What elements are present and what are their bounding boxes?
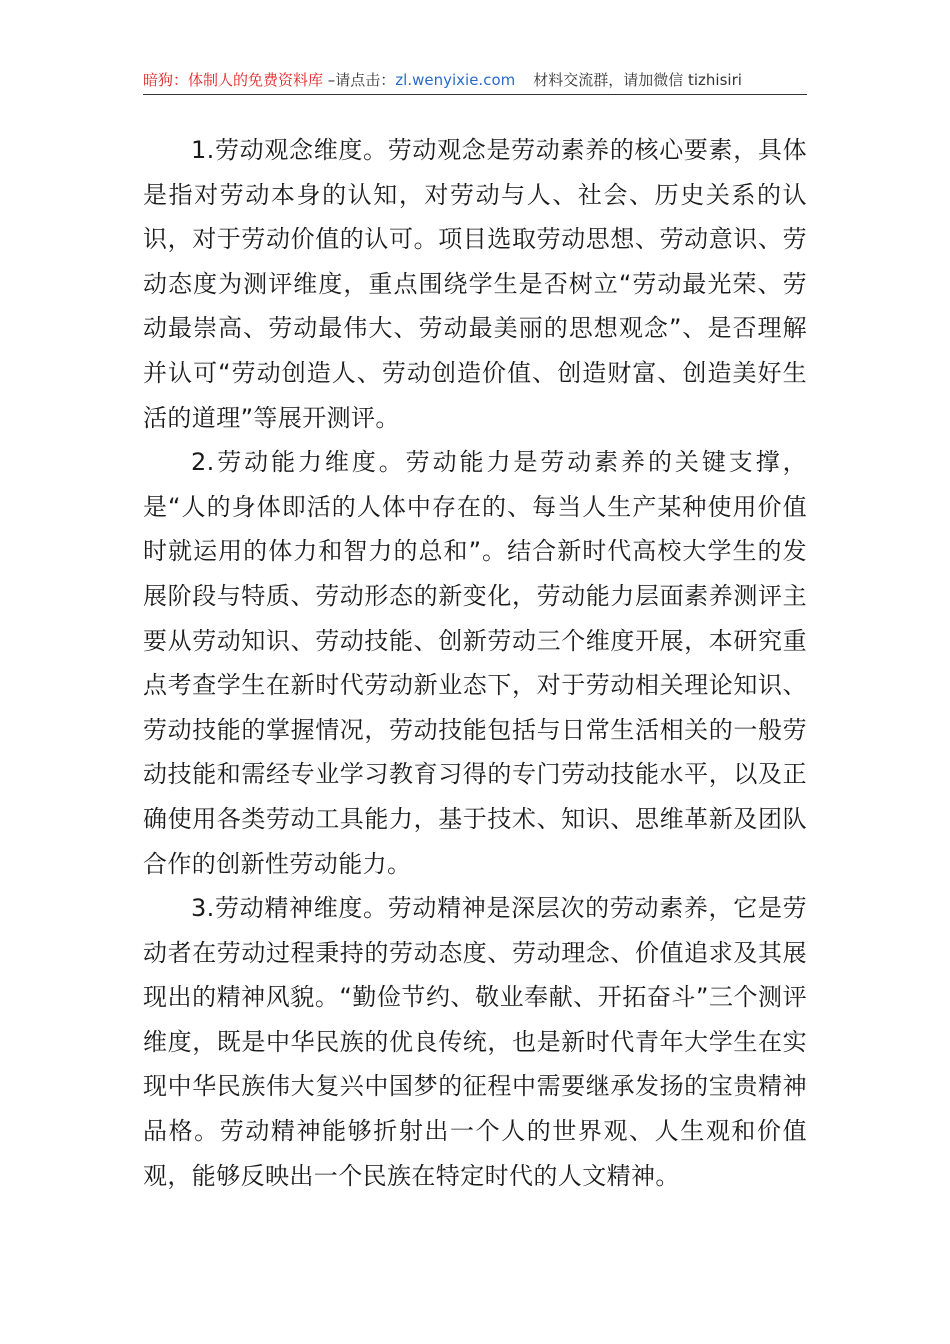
header-prompt: –请点击：: [323, 71, 396, 89]
header-url-link[interactable]: zl.wenyixie.com: [395, 71, 516, 89]
header-wechat-note: 材料交流群，请加微信 tizhisiri: [533, 71, 742, 89]
paragraph-labor-spirit: 3.劳动精神维度。劳动精神是深层次的劳动素养，它是劳动者在劳动过程秉持的劳动态度、劳动理念、价值追求及其展现出的精神风貌。“勤俭节约、敬业奉献、开拓奋斗”三个测评维度，既是中华民族的优良传统，也是新时代青年大学生在实现中华民族伟大复兴中国梦的征程中需要继承发扬的宝贵精神品格。劳动精神能够折射出一个人的世界观、人生观和价值观，能够反映出一个民族在特定时代的人文精神。: [143, 894, 807, 1190]
paragraph-labor-concept: 1.劳动观念维度。劳动观念是劳动素养的核心要素，具体是指对劳动本身的认知，对劳动与人、社会、历史关系的认识，对于劳动价值的认可。项目选取劳动思想、劳动意识、劳动态度为测评维度，重点围绕学生是否树立“劳动最光荣、劳动最崇高、劳动最伟大、劳动最美丽的思想观念”、是否理解并认可“劳动创造人、劳动创造价值、创造财富、创造美好生活的道理”等展开测评。: [143, 136, 807, 432]
paragraph-labor-ability: 2.劳动能力维度。劳动能力是劳动素养的关键支撑，是“人的身体即活的人体中存在的、每当人生产某种使用价值时就运用的体力和智力的总和”。结合新时代高校大学生的发展阶段与特质、劳动形态的新变化，劳动能力层面素养测评主要从劳动知识、劳动技能、创新劳动三个维度开展，本研究重点考查学生在新时代劳动新业态下，对于劳动相关理论知识、劳动技能的掌握情况，劳动技能包括与日常生活相关的一般劳动技能和需经专业学习教育习得的专门劳动技能水平，以及正确使用各类劳动工具能力，基于技术、知识、思维革新及团队合作的创新性劳动能力。: [143, 448, 807, 878]
header-brand: 暗狗：体制人的免费资料库: [143, 71, 324, 89]
page-header: [143, 66, 807, 95]
document-body: [143, 128, 807, 1198]
